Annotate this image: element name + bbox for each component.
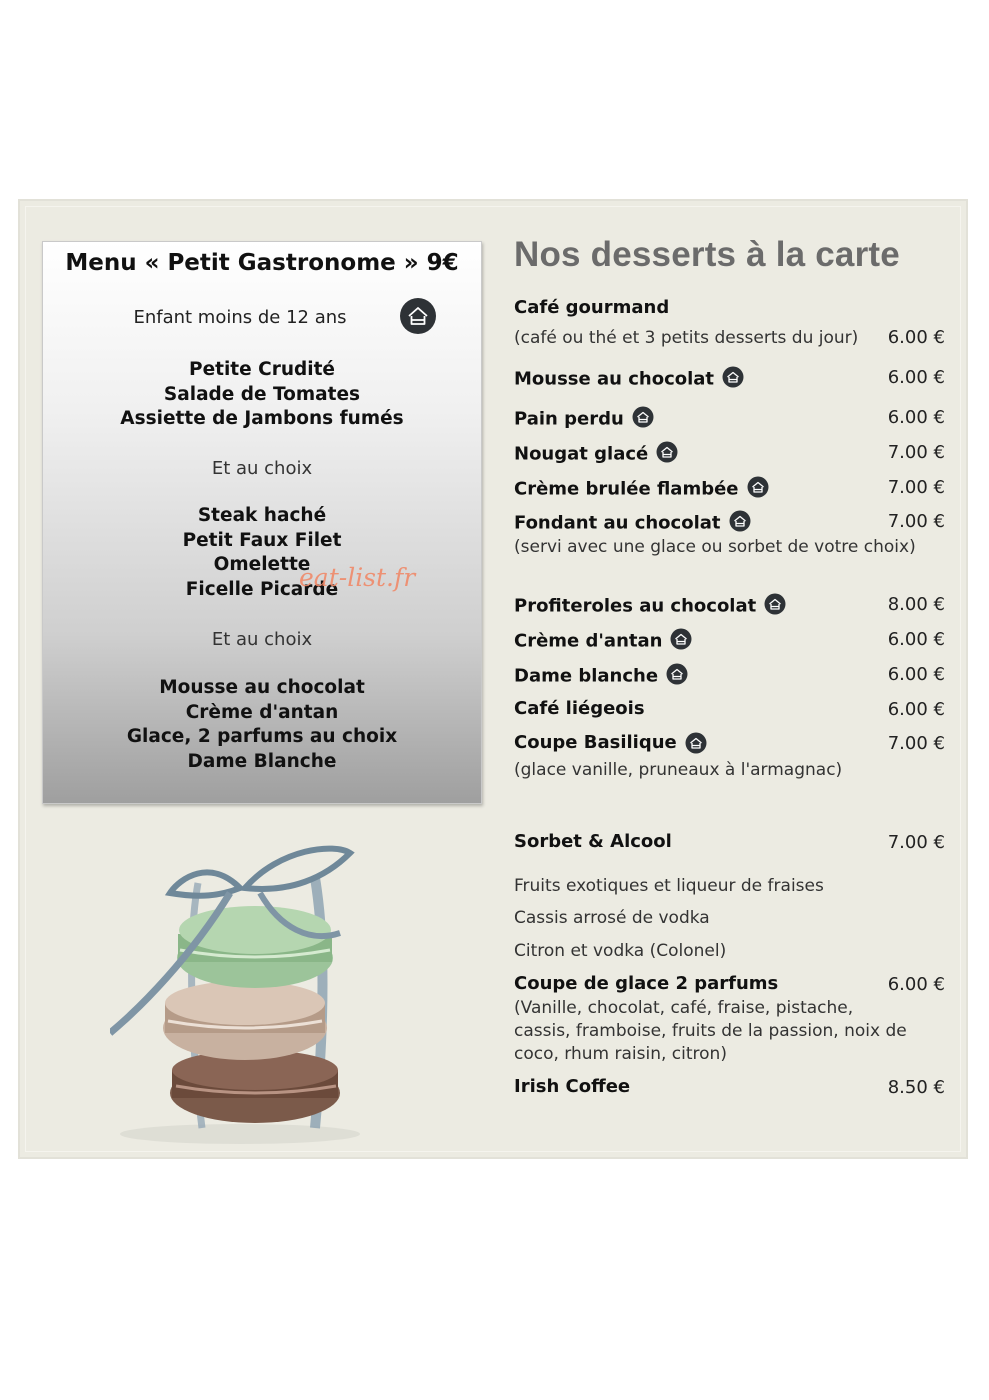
dessert-item <box>514 441 678 468</box>
dessert-name: Dame blanche <box>514 665 659 687</box>
dessert-price: 6.00 € <box>887 327 945 348</box>
sorbet-option: Cassis arrosé de vodka <box>514 908 710 928</box>
dessert-price: 7.00 € <box>887 832 945 853</box>
dessert-price: 6.00 € <box>887 629 945 650</box>
dessert-note: cassis, framboise, fruits de la passion, noix de <box>514 1021 907 1041</box>
house-made-icon <box>685 732 707 759</box>
dessert-price: 7.00 € <box>887 442 945 463</box>
kids-main: Ficelle Picarde <box>185 578 339 600</box>
dessert-item <box>514 476 769 503</box>
dessert-name: Irish Coffee <box>514 1076 631 1097</box>
house-made-icon <box>722 366 744 393</box>
dessert-price: 6.00 € <box>887 699 945 720</box>
dessert-name: Crème d'antan <box>514 630 663 652</box>
kids-dessert: Dame Blanche <box>187 750 337 772</box>
kids-starter: Assiette de Jambons fumés <box>120 408 404 429</box>
desserts-heading: Nos desserts à la carte <box>514 235 900 274</box>
dessert-note: (café ou thé et 3 petits desserts du jour) <box>514 328 859 348</box>
house-made-icon <box>399 297 437 339</box>
macarons-illustration <box>110 838 370 1148</box>
house-made-icon <box>747 476 769 503</box>
house-made-icon <box>729 510 751 537</box>
dessert-item <box>514 593 786 620</box>
dessert-note: coco, rhum raisin, citron) <box>514 1044 727 1064</box>
dessert-name: Profiteroles au chocolat <box>514 595 757 617</box>
dessert-price: 8.00 € <box>887 594 945 615</box>
watermark: eat-list.fr <box>299 563 416 592</box>
kids-main: Omelette <box>213 554 311 575</box>
dessert-item <box>514 366 744 393</box>
dessert-note: (servi avec une glace ou sorbet de votre choix) <box>514 537 916 557</box>
kids-choice-label: Et au choix <box>211 629 313 650</box>
dessert-item <box>514 732 707 759</box>
dessert-name: Mousse au chocolat <box>514 368 715 390</box>
dessert-note: (glace vanille, pruneaux à l'armagnac) <box>514 760 843 780</box>
dessert-price: 6.00 € <box>887 664 945 685</box>
dessert-price: 7.00 € <box>887 733 945 754</box>
dessert-item <box>514 406 654 433</box>
dessert-name: Coupe Basilique <box>514 732 677 753</box>
dessert-name: Pain perdu <box>514 408 624 430</box>
dessert-note: (Vanille, chocolat, café, fraise, pistache, <box>514 998 854 1018</box>
kids-desserts <box>43 676 481 774</box>
dessert-name: Café gourmand <box>514 297 670 318</box>
house-made-icon <box>764 593 786 620</box>
kids-choice-label: Et au choix <box>211 458 313 479</box>
kids-starter: Salade de Tomates <box>163 383 361 405</box>
house-made-icon <box>656 441 678 468</box>
house-made-icon <box>632 406 654 433</box>
dessert-item <box>514 510 751 537</box>
kids-dessert: Mousse au chocolat <box>159 677 365 698</box>
dessert-price: 6.00 € <box>887 407 945 428</box>
house-made-icon <box>666 663 688 690</box>
dessert-name: Sorbet & Alcool <box>514 831 672 852</box>
kids-mains <box>43 504 481 602</box>
house-made-icon <box>670 628 692 655</box>
kids-menu-subtitle: Enfant moins de 12 ans <box>133 307 347 328</box>
kids-starter: Petite Crudité <box>189 359 335 380</box>
kids-menu-box <box>42 241 482 804</box>
dessert-price: 7.00 € <box>887 511 945 532</box>
dessert-price: 8.50 € <box>887 1077 945 1098</box>
dessert-price: 6.00 € <box>887 367 945 388</box>
dessert-name: Coupe de glace 2 parfums <box>514 973 779 994</box>
kids-starters <box>43 358 481 432</box>
dessert-name: Fondant au chocolat <box>514 512 721 534</box>
sorbet-option: Citron et vodka (Colonel) <box>514 941 727 961</box>
kids-main: Petit Faux Filet <box>182 529 342 551</box>
dessert-price: 7.00 € <box>887 477 945 498</box>
dessert-name: Crème brulée flambée <box>514 478 739 500</box>
dessert-price: 6.00 € <box>887 974 945 995</box>
dessert-name: Café liégeois <box>514 698 645 719</box>
kids-menu-title: Menu « Petit Gastronome » 9€ <box>65 250 459 276</box>
kids-dessert: Glace, 2 parfums au choix <box>126 726 398 747</box>
dessert-item <box>514 628 692 655</box>
kids-main: Steak haché <box>197 505 327 526</box>
dessert-item <box>514 663 688 690</box>
sorbet-option: Fruits exotiques et liqueur de fraises <box>514 876 824 896</box>
dessert-name: Nougat glacé <box>514 443 649 465</box>
kids-dessert: Crème d'antan <box>185 701 339 723</box>
